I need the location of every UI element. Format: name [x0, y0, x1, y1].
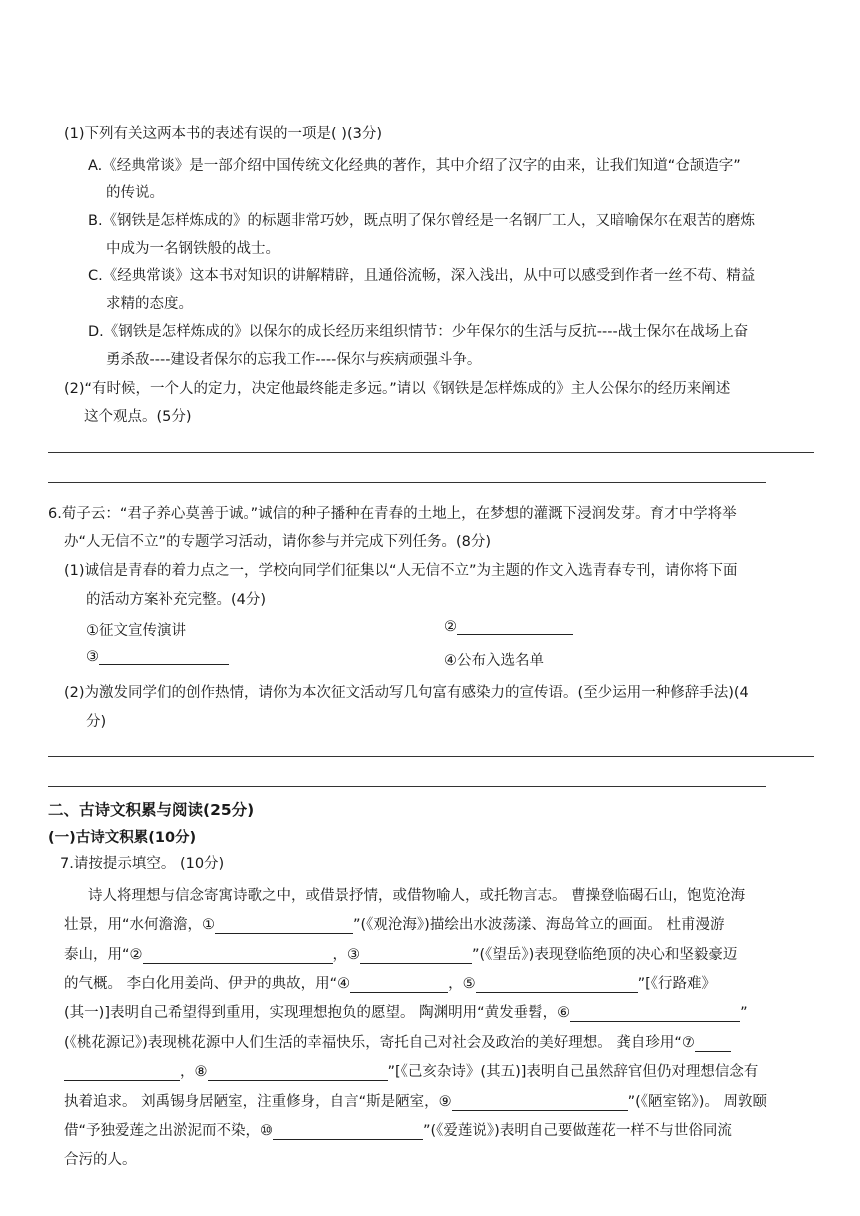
q5-sub2-line1: (2)“有时候，一个人的定力，决定他最终能走多远。”请以《钢铁是怎样炼成的》主人公保尔的经历来阐述	[64, 381, 731, 397]
q5-option-a-line1: A.《经典常谈》是一部介绍中国传统文化经典的著作，其中介绍了汉字的由来，让我们知道“仓颉造字”	[88, 158, 741, 174]
q6-sub1-line2: 的活动方案补充完整。(4分)	[86, 592, 267, 608]
plan-step-3-label: ③	[86, 649, 99, 665]
q5-option-c-line1: C.《经典常谈》这本书对知识的讲解精辟，且通俗流畅，深入浅出，从中可以感受到作者一丝不苟、精益	[88, 268, 756, 284]
q5-option-b-line2: 中成为一名钢铁般的战士。	[106, 241, 280, 257]
passage-text: ”	[740, 1005, 748, 1021]
answer-line[interactable]	[48, 756, 814, 757]
answer-line[interactable]	[48, 482, 766, 483]
passage-line-5	[64, 1001, 748, 1022]
passage-line-10: 合污的人。	[64, 1152, 137, 1168]
fill-blank-4[interactable]	[350, 977, 448, 993]
q7-title: 7.请按提示填空。 (10分)	[60, 856, 225, 872]
passage-text: ”(《爱莲说》)表明自己要做莲花一样不与世俗同流	[423, 1123, 732, 1139]
q5-option-d-line1: D.《钢铁是怎样炼成的》以保尔的成长经历来组织情节：少年保尔的生活与反抗----战士保尔在战场上奋	[88, 324, 749, 340]
passage-text: (《桃花源记》)表现桃花源中人们生活的幸福快乐，寄托自己对社会及政治的美好理想。 龚自珍用“⑦	[64, 1035, 695, 1051]
fill-blank-8[interactable]	[208, 1065, 388, 1081]
passage-text: (其一)]表明自己希望得到重用，实现理想抱负的愿望。 陶渊明用“黄发垂髫，⑥	[64, 1005, 571, 1021]
passage-line-7	[64, 1060, 758, 1081]
fill-blank-1[interactable]	[215, 918, 353, 934]
passage-line-9	[64, 1119, 732, 1140]
q6-sub1-line1: (1)诚信是青春的着力点之一，学校向同学们征集以“人无信不立”为主题的作文入选青春专刊，请你将下面	[64, 563, 738, 579]
passage-text: ”(《望岳》)表现登临绝顶的决心和坚毅豪迈	[472, 947, 738, 963]
passage-line-1: 诗人将理想与信念寄寓诗歌之中，或借景抒情，或借物喻人，或托物言志。 曹操登临碣石山，饱览沧海	[88, 888, 746, 904]
q5-sub2-line2: 这个观点。(5分)	[84, 409, 192, 425]
passage-text: 的气概。 李白化用姜尚、伊尹的典故，用“④	[64, 976, 351, 992]
plan-step-3	[86, 649, 229, 665]
plan-step-4: ④公布入选名单	[444, 653, 544, 669]
passage-text: ”[《己亥杂诗》(其五)]表明自己虽然辞官但仍对理想信念有	[387, 1064, 759, 1080]
q5-option-b-line1: B.《钢铁是怎样炼成的》的标题非常巧妙，既点明了保尔曾经是一名钢厂工人，又暗喻保尔在艰苦的磨炼	[88, 213, 756, 229]
plan-step-1: ①征文宣传演讲	[86, 623, 186, 639]
passage-text: ”(《观沧海》)描绘出水波荡漾、海岛耸立的画面。 杜甫漫游	[353, 917, 725, 933]
answer-line[interactable]	[48, 452, 814, 453]
fill-blank-3[interactable]	[360, 948, 472, 964]
q5-option-a-line2: 的传说。	[106, 185, 164, 201]
fill-blank-9[interactable]	[452, 1095, 628, 1111]
passage-text: ，⑤	[448, 976, 476, 992]
fill-blank-7-cont[interactable]	[64, 1065, 180, 1081]
q5-option-d-line2: 勇杀敌----建设者保尔的忘我工作----保尔与疾病顽强斗争。	[106, 352, 482, 368]
fill-blank-5[interactable]	[476, 977, 638, 993]
fill-blank-7[interactable]	[695, 1036, 731, 1052]
q6-sub2-line1: (2)为激发同学们的创作热情，请你为本次征文活动写几句富有感染力的宣传语。(至少运用一种修辞手法)(4	[64, 685, 749, 701]
passage-text: 壮景，用“水何澹澹，①	[64, 917, 216, 933]
passage-line-2	[64, 913, 724, 934]
q6-intro-line2: 办“人无信不立”的专题学习活动，请你参与并完成下列任务。(8分)	[64, 534, 492, 550]
passage-line-8	[64, 1090, 767, 1111]
passage-text: ，③	[332, 947, 361, 963]
q5-sub1-prompt: (1)下列有关这两本书的表述有误的一项是( )(3分)	[64, 126, 383, 142]
plan-step-3-blank[interactable]	[99, 649, 229, 665]
passage-text: 泰山，用“②	[64, 947, 143, 963]
passage-text: ”[《行路难》	[637, 976, 717, 992]
plan-step-2	[444, 619, 573, 635]
passage-line-3	[64, 943, 737, 964]
plan-step-2-label: ②	[444, 619, 457, 635]
passage-text: 执着追求。 刘禹锡身居陋室，注重修身，自言“斯是陋室，⑨	[64, 1094, 452, 1110]
fill-blank-6[interactable]	[570, 1006, 740, 1022]
q6-intro-line1: 6.荀子云：“君子养心莫善于诚。”诚信的种子播种在青春的土地上，在梦想的灌溉下浸润发芽。育才中学将举	[48, 506, 737, 522]
subsection-title: (一)古诗文积累(10分)	[48, 830, 197, 846]
fill-blank-10[interactable]	[273, 1124, 423, 1140]
passage-line-4	[64, 972, 716, 993]
plan-step-2-blank[interactable]	[457, 619, 573, 635]
passage-text: ，⑧	[180, 1064, 208, 1080]
q5-option-c-line2: 求精的态度。	[106, 296, 193, 312]
answer-line[interactable]	[48, 786, 766, 787]
passage-line-6	[64, 1031, 731, 1052]
section-title: 二、古诗文积累与阅读(25分)	[48, 801, 255, 819]
q6-sub2-line2: 分)	[86, 714, 107, 730]
passage-text: 借“予独爱莲之出淤泥而不染，⑩	[64, 1123, 274, 1139]
passage-text: ”(《陋室铭》)。 周敦颐	[627, 1094, 768, 1110]
fill-blank-2[interactable]	[143, 948, 333, 964]
